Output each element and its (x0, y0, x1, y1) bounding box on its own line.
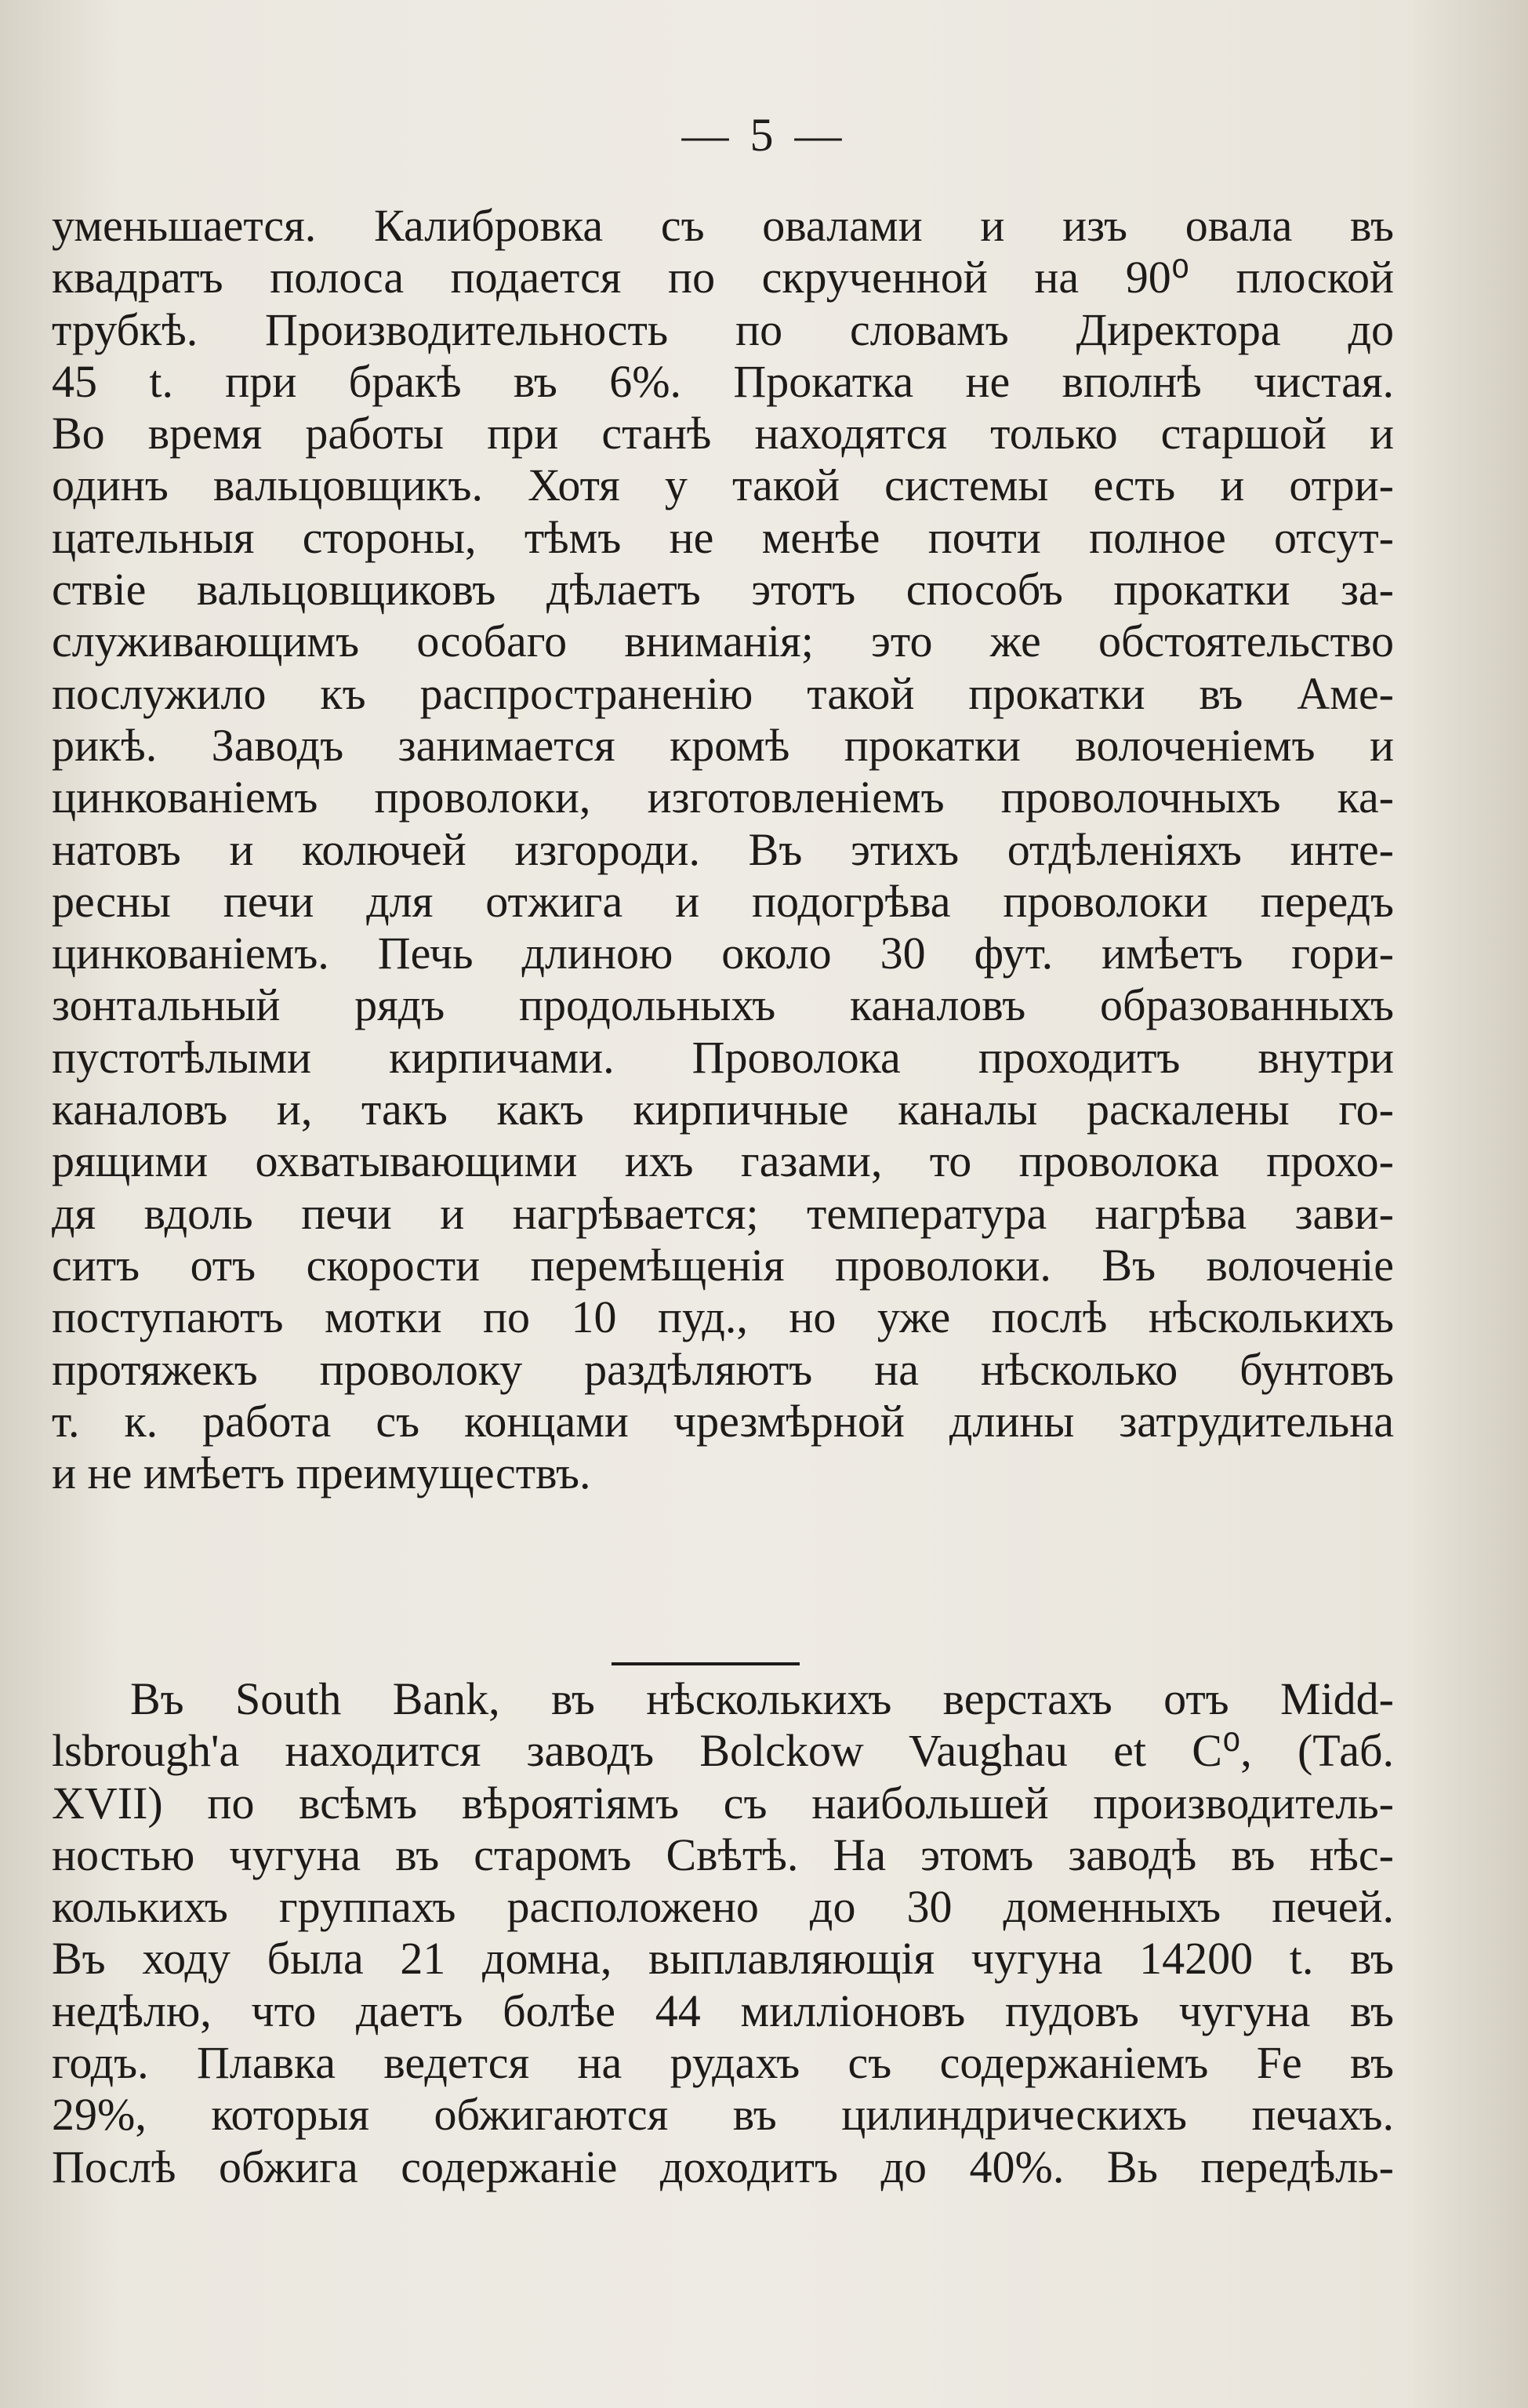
text-line: цинкованіемъ. Печь длиною около 30 фут. имѣетъ гори- (52, 928, 1394, 979)
text-line: колькихъ группахъ расположено до 30 доменныхъ печей. (52, 1881, 1394, 1933)
text-line: рикѣ. Заводъ занимается кромѣ прокатки волоченіемъ и (52, 719, 1394, 771)
text-line: поступаютъ мотки по 10 пуд., но уже послѣ нѣсколькихъ (52, 1291, 1394, 1343)
text-line: послужило къ распространенію такой прокатки въ Аме- (52, 667, 1394, 719)
text-line: каналовъ и, такъ какъ кирпичные каналы раскалены го- (52, 1084, 1394, 1135)
text-line: цинкованіемъ проволоки, изготовленіемъ проволочныхъ ка- (52, 772, 1394, 823)
text-line: уменьшается. Калибровка съ овалами и изъ овала въ (52, 200, 1394, 251)
text-line: зонтальный рядъ продольныхъ каналовъ образованныхъ (52, 979, 1394, 1031)
text-line: служивающимъ особаго вниманія; это же обстоятельство (52, 616, 1394, 667)
text-line: Въ ходу была 21 домна, выплавляющія чугуна 14200 t. въ (52, 1933, 1394, 1985)
text-line: ствіе вальцовщиковъ дѣлаетъ этотъ способъ прокатки за- (52, 564, 1394, 616)
text-line: протяжекъ проволоку раздѣляютъ на нѣсколько бунтовъ (52, 1343, 1394, 1395)
paragraph-2 (52, 1673, 1394, 2193)
paragraph-1 (52, 200, 1394, 1499)
page-number: — 5 — (681, 109, 847, 161)
text-line: ресны печи для отжига и подогрѣва проволоки передъ (52, 875, 1394, 927)
text-line: рящими охватывающими ихъ газами, то проволока прохо- (52, 1135, 1394, 1187)
text-line: трубкѣ. Производительность по словамъ Директора до (52, 303, 1394, 355)
text-line: Послѣ обжига содержаніе доходитъ до 40%. Вь передѣль- (52, 2141, 1394, 2192)
text-line: цательныя стороны, тѣмъ не менѣе почти полное отсут- (52, 511, 1394, 563)
text-line: квадратъ полоса подается по скрученной на 90⁰ плоской (52, 252, 1394, 303)
text-line: т. к. работа съ концами чрезмѣрной длины затрудительна (52, 1395, 1394, 1447)
text-line: 45 t. при бракѣ въ 6%. Прокатка не вполнѣ чистая. (52, 355, 1394, 407)
text-line: 29%, которыя обжигаются въ цилиндрическихъ печахъ. (52, 2089, 1394, 2141)
text-line: ситъ отъ скорости перемѣщенія проволоки. Въ волоченіе (52, 1239, 1394, 1291)
text-line: одинъ вальцовщикъ. Хотя у такой системы есть и отри- (52, 459, 1394, 511)
text-line: XVII) по всѣмъ вѣроятіямъ съ наибольшей производитель- (52, 1777, 1394, 1829)
text-line: дя вдоль печи и нагрѣвается; температура нагрѣва зави- (52, 1187, 1394, 1239)
text-line: ностью чугуна въ старомъ Свѣтѣ. На этомъ заводѣ въ нѣс- (52, 1829, 1394, 1880)
text-line: Во время работы при станѣ находятся только старшой и (52, 408, 1394, 459)
text-line: недѣлю, что даетъ болѣе 44 милліоновъ пудовъ чугуна въ (52, 1985, 1394, 2036)
text-line: натовъ и колючей изгороди. Въ этихъ отдѣленіяхъ инте- (52, 823, 1394, 875)
text-line: lsbrough'a находится заводъ Bolckow Vaughau et C⁰, (Таб. (52, 1725, 1394, 1777)
section-divider (612, 1662, 800, 1665)
text-line: годъ. Плавка ведется на рудахъ съ содержаніемъ Fe въ (52, 2037, 1394, 2089)
text-line: и не имѣетъ преимуществъ. (52, 1447, 591, 1499)
text-line: Въ South Bank, въ нѣсколькихъ верстахъ отъ Midd- (130, 1673, 1394, 1724)
text-line: пустотѣлыми кирпичами. Проволока проходитъ внутри (52, 1031, 1394, 1083)
